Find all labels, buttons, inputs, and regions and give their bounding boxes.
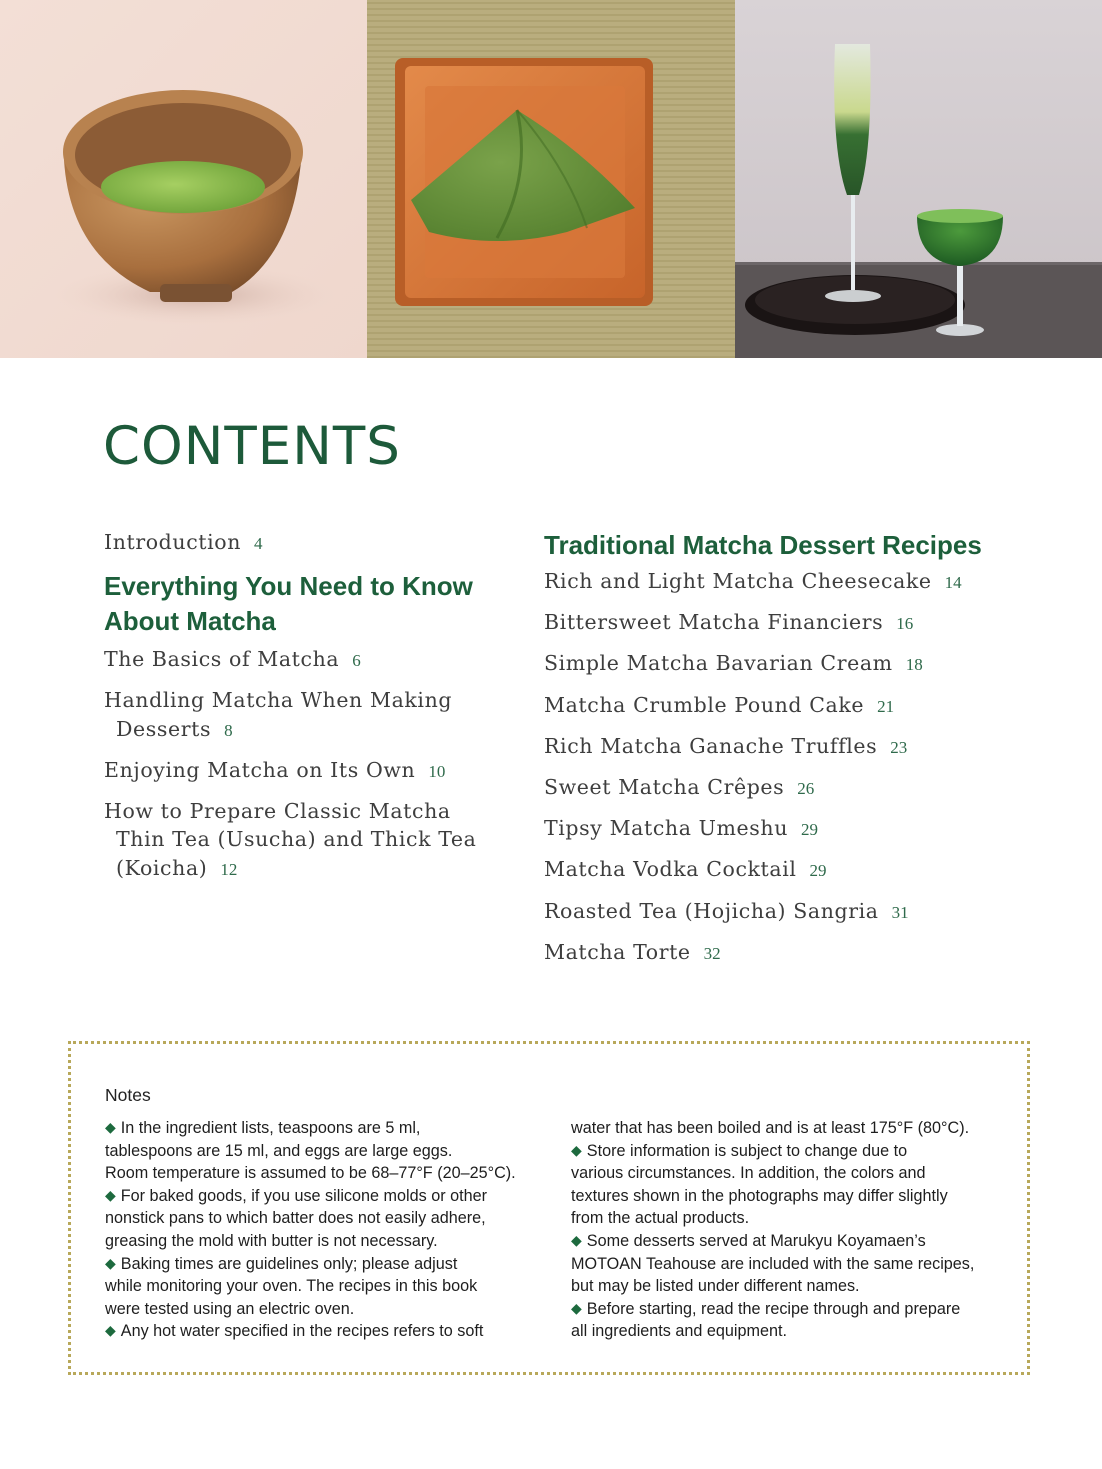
toc-entry-title: Enjoying Matcha on Its Own xyxy=(104,757,416,782)
diamond-bullet-icon: ◆ xyxy=(105,1119,116,1135)
toc-entry-title: The Basics of Matcha xyxy=(104,647,340,671)
note-text: textures shown in the photographs may differ slightly xyxy=(571,1186,948,1205)
note-line xyxy=(105,1320,545,1343)
note-text: Room temperature is assumed to be 68–77°F (20–25°C). xyxy=(105,1164,516,1183)
toc-entry[interactable] xyxy=(544,897,1064,928)
toc-entry-title: Matcha Vodka Cocktail xyxy=(544,857,797,882)
toc-entry[interactable] xyxy=(104,645,514,676)
note-text: were tested using an electric oven. xyxy=(105,1299,355,1318)
toc-page-number: 12 xyxy=(220,859,238,879)
note-text: MOTOAN Teahouse are included with the same recipes, xyxy=(571,1254,975,1273)
note-line xyxy=(105,1207,545,1230)
note-text: greasing the mold with butter is not necessary. xyxy=(105,1231,438,1250)
note-text: In the ingredient lists, teaspoons are 5 ml, xyxy=(120,1119,421,1137)
note-line xyxy=(105,1140,545,1163)
toc-page-number: 8 xyxy=(224,720,233,740)
toc-right-column xyxy=(544,528,1064,979)
toc-page-number: 18 xyxy=(905,655,923,675)
note-text: Any hot water specified in the recipes refers to soft xyxy=(120,1322,484,1341)
note-line xyxy=(105,1162,545,1185)
note-text: from the actual products. xyxy=(571,1209,750,1228)
diamond-bullet-icon: ◆ xyxy=(571,1141,582,1158)
photo-strip xyxy=(0,0,1102,358)
toc-section-line: Everything You Need to Know xyxy=(104,571,473,601)
note-text: nonstick pans to which batter does not easily adhere, xyxy=(105,1209,486,1228)
note-line xyxy=(105,1230,545,1253)
toc-page-number: 32 xyxy=(703,943,721,963)
note-text: tablespoons are 15 ml, and eggs are large eggs. xyxy=(105,1141,453,1160)
note-line xyxy=(571,1320,1011,1343)
note-line xyxy=(571,1117,1011,1140)
toc-entry[interactable] xyxy=(104,686,514,745)
diamond-bullet-icon: ◆ xyxy=(105,1186,116,1203)
note-text: Before starting, read the recipe through and prepare xyxy=(586,1299,961,1318)
note-text: Store information is subject to change due to xyxy=(586,1141,908,1160)
toc-page-number: 31 xyxy=(891,902,909,922)
toc-entry[interactable] xyxy=(544,814,1064,845)
toc-entry-title: How to Prepare Classic Matcha xyxy=(104,798,451,823)
matcha-drinks-photo xyxy=(735,0,1102,358)
toc-section-line: About Matcha xyxy=(104,606,276,636)
note-line xyxy=(105,1275,545,1298)
toc-page-number: 10 xyxy=(428,761,446,781)
notes-right-column xyxy=(571,1117,1011,1343)
toc-entry-title: Tipsy Matcha Umeshu xyxy=(544,816,789,841)
toc-page-number: 16 xyxy=(896,614,914,634)
toc-entry-title: Introduction xyxy=(104,530,242,554)
diamond-bullet-icon: ◆ xyxy=(105,1322,116,1339)
toc-page-number: 6 xyxy=(352,651,361,670)
contents-title: CONTENTS xyxy=(103,416,401,477)
note-text: various circumstances. In addition, the colors and xyxy=(571,1164,926,1183)
toc-section-heading xyxy=(544,528,1064,563)
note-text: while monitoring your oven. The recipes in this book xyxy=(105,1277,478,1296)
note-text: Baking times are guidelines only; please adjust xyxy=(120,1254,458,1273)
toc-entry[interactable] xyxy=(544,938,1064,969)
toc-page-number: 4 xyxy=(254,534,263,553)
note-text: Some desserts served at Marukyu Koyamaen’s xyxy=(586,1231,926,1250)
toc-entry-title: Rich and Light Matcha Cheesecake xyxy=(544,569,932,593)
note-line xyxy=(571,1185,1011,1208)
toc-entry[interactable] xyxy=(104,756,514,787)
note-text: water that has been boiled and is at least 175°F (80°C). xyxy=(571,1119,970,1137)
toc-page-number: 21 xyxy=(877,696,895,716)
diamond-bullet-icon: ◆ xyxy=(571,1231,582,1248)
toc-entry-title: Rich Matcha Ganache Truffles xyxy=(544,733,878,758)
notes-box xyxy=(68,1041,1030,1375)
toc-entry[interactable] xyxy=(104,528,514,559)
note-text: all ingredients and equipment. xyxy=(571,1322,787,1341)
toc-entry-title: Desserts xyxy=(116,716,212,741)
toc-section-line: Traditional Matcha Dessert Recipes xyxy=(544,530,982,560)
diamond-bullet-icon: ◆ xyxy=(105,1254,116,1271)
note-line xyxy=(571,1253,1011,1276)
note-line xyxy=(105,1185,545,1208)
note-line xyxy=(571,1162,1011,1185)
toc-page-number: 29 xyxy=(809,861,827,881)
toc-entry[interactable] xyxy=(544,855,1064,886)
toc-entry[interactable] xyxy=(544,649,1064,680)
toc-left-column xyxy=(104,528,514,895)
toc-entry-title: Handling Matcha When Making xyxy=(104,688,453,712)
note-line xyxy=(571,1275,1011,1298)
note-line xyxy=(571,1298,1011,1321)
toc-entry-title: Thin Tea (Usucha) and Thick Tea xyxy=(116,827,477,851)
toc-entry[interactable] xyxy=(544,567,1064,598)
toc-page-number: 29 xyxy=(801,820,819,840)
notes-title: Notes xyxy=(105,1085,151,1105)
toc-entry[interactable] xyxy=(104,797,514,885)
toc-entry[interactable] xyxy=(544,691,1064,722)
toc-entry-title: Bittersweet Matcha Financiers xyxy=(544,610,884,635)
toc-page-number: 14 xyxy=(944,573,962,592)
toc-section-heading xyxy=(104,569,514,639)
note-line xyxy=(571,1207,1011,1230)
toc-entry[interactable] xyxy=(544,608,1064,639)
note-line xyxy=(105,1298,545,1321)
toc-entry[interactable] xyxy=(544,773,1064,804)
note-text: For baked goods, if you use silicone molds or other xyxy=(120,1186,487,1205)
matcha-bowl-photo xyxy=(0,0,367,358)
toc-entry-title: (Koicha) xyxy=(116,855,208,880)
matcha-crepe-photo xyxy=(367,0,735,358)
note-line xyxy=(571,1140,1011,1163)
note-line xyxy=(571,1230,1011,1253)
toc-entry-title: Matcha Crumble Pound Cake xyxy=(544,692,865,717)
toc-entry-title: Sweet Matcha Crêpes xyxy=(544,774,785,799)
toc-entry-title: Simple Matcha Bavarian Cream xyxy=(544,651,893,676)
toc-page-number: 26 xyxy=(797,778,815,798)
note-line xyxy=(105,1253,545,1276)
toc-page-number: 23 xyxy=(890,737,908,757)
toc-entry-title: Matcha Torte xyxy=(544,939,691,964)
note-text: but may be listed under different names. xyxy=(571,1277,860,1296)
note-line xyxy=(105,1117,545,1140)
toc-entry-title: Roasted Tea (Hojicha) Sangria xyxy=(544,898,879,923)
diamond-bullet-icon: ◆ xyxy=(571,1299,582,1316)
notes-left-column xyxy=(105,1117,545,1343)
toc-entry[interactable] xyxy=(544,732,1064,763)
